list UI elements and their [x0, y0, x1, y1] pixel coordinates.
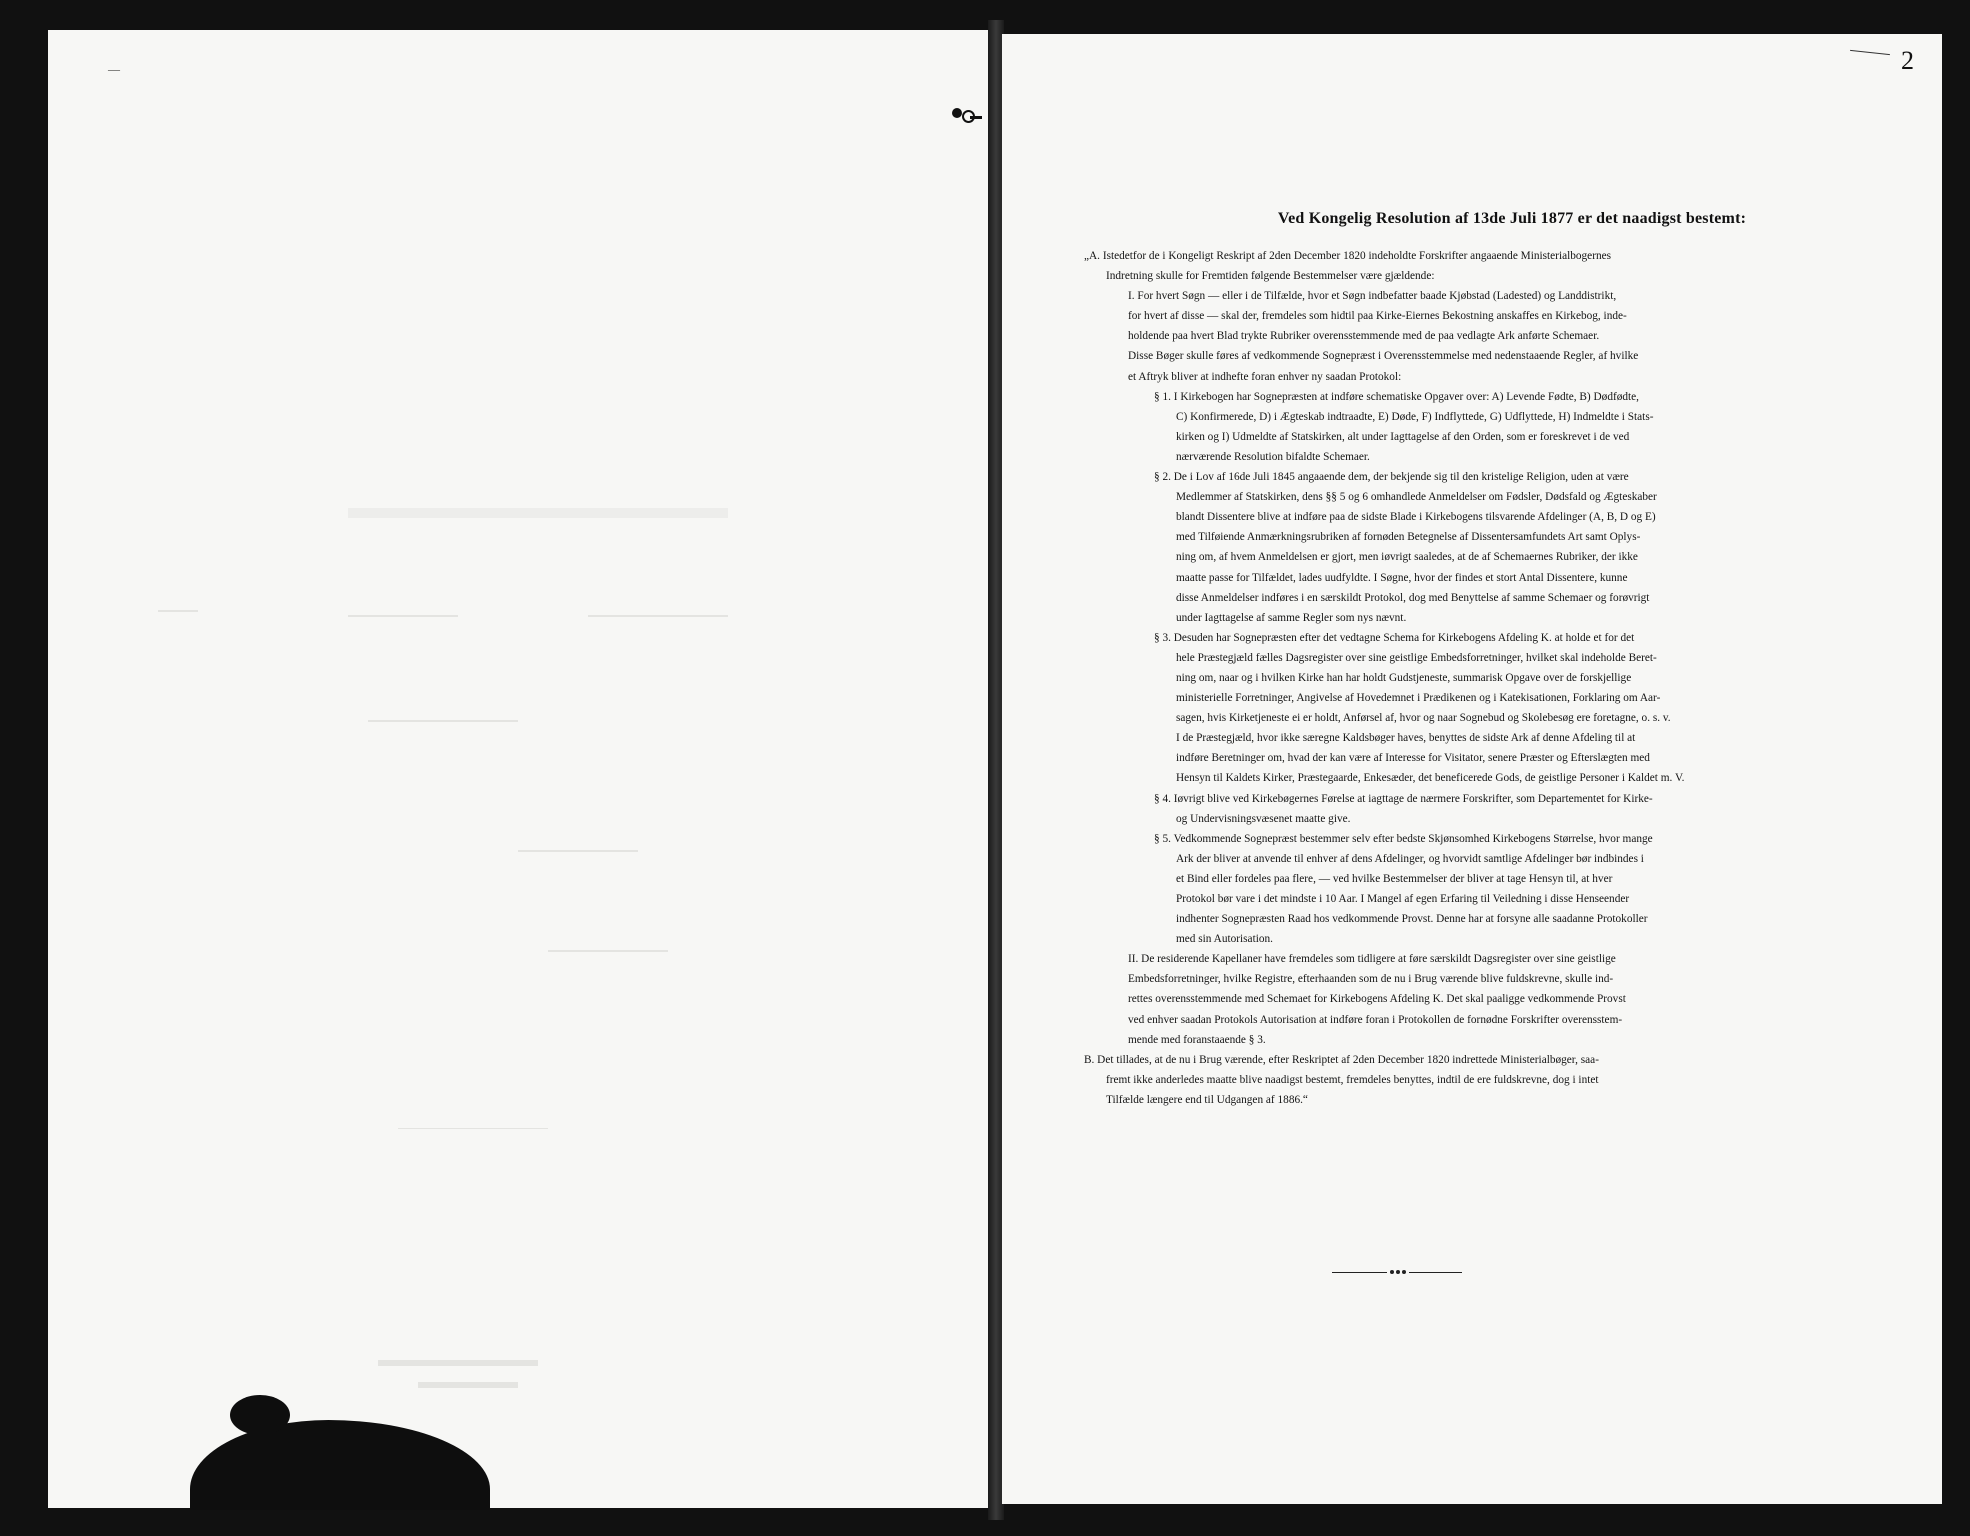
- section-ii: II. De residerende Kapellaner have fremdeles som tidligere at føre særskildt Dagsregister over sine geistlige Embedsforretninger, hvilke Registre, efterhaanden som de nu i Brug værende blive fuldskrevne, skulle ind- rettes overensstemmende med Schemaet for Kirkebogens Afdeling K. Det skal paaligge vedkommende Provst ved enhver saadan Protokols Autorisation at indføre foran i Protokollen de fornødne Forskrifter overensstem- mende med foranstaaende § 3.: [1128, 953, 1626, 1046]
- page-stain: [230, 1395, 290, 1435]
- paragraph-2: § 2. De i Lov af 16de Juli 1845 angaaende dem, der bekjende sig til den kristelige Religion, uden at være Medlemmer af Statskirken, dens §§ 5 og 6 omhandlede Anmeldelser om Fødsler, Dødsfald og Ægteskaber blandt Dissentere blive at indføre paa de sidste Blade i Kirkebogens tilsvarende Afdelinger (A, B, D og E) med Tilføiende Anmærkningsrubriken af fornøden Betegnelse af Dissentersamfundets Art samt Oplys- ning om, af hvem Anmeldelsen er gjort, men iøvrigt saaledes, at de af Schemaernes Rubriker, der ikke maatte passe for Tilfældet, lades uudfyldte. I Søgne, hvor der findes et stort Antal Dissentere, kunne disse Anmeldelser indføres i en særskildt Protokol, dog med Benyttelse af samme Schemaer og forøvrigt under Iagttagelse af samme Regler som nys nævnt.: [1154, 471, 1657, 624]
- show-through-rule: [398, 1128, 548, 1129]
- paragraph-1: § 1. I Kirkebogen har Sognepræsten at indføre schematiske Opgaver over: A) Levende Fødte, B) Dødfødte, C) Konfirmerede, D) i Ægteskab indtraadte, E) Døde, F) Indflyttede, G) Udflyttede, H) Indmeldte i Stats- kirken og I) Udmeldte af Statskirken, alt under Iagttagelse af den Orden, som er foreskrevet i de ved nærværende Resolution bifaldte Schemaer.: [1154, 390, 1654, 463]
- section-i: I. For hvert Søgn — eller i de Tilfælde, hvor et Søgn indbefatter baade Kjøbstad (Ladested) og Landdistrikt, for hvert af disse — skal der, fremdeles som hidtil paa Kirke-Eiernes Bekostning anskaffes en Kirkebog, inde- holdende paa hvert Blad trykte Rubriker overensstemmende med de paa vedlagte Ark anførte Schemaer. Disse Bøger skulle føres af vedkommende Sognepræst i Overensstemmelse med nedenstaaende Regler, af hvilke et Aftryk bliver at indhefte foran enhver ny saadan Protokol:: [1128, 290, 1639, 383]
- resolution-text: [1084, 246, 1914, 1110]
- show-through-mark: [348, 615, 458, 617]
- show-through-mark: [548, 950, 668, 952]
- right-page: [1000, 34, 1942, 1504]
- section-a: „A. Istedetfor de i Kongeligt Reskript af 2den December 1820 indeholdte Forskrifter angaaende Ministerialbogernes Indretning skulle for Fremtiden følgende Bestemmelser være gjældende:: [1084, 250, 1612, 283]
- left-page: [48, 30, 992, 1508]
- paragraph-5: § 5. Vedkommende Sognepræst bestemmer selv efter bedste Skjønsomhed Kirkebogens Størrelse, hvor mange Ark der bliver at anvende til enhver af dens Afdelinger, og hvorvidt samtlige Afdelinger bør indbindes i et Bind eller fordeles paa flere, — ved hvilke Bestemmelser der bliver at tage Hensyn til, at hver Protokol bør vare i det mindste i 10 Aar. I Mangel af egen Erfaring til Veiledning i disse Henseender indhenter Sognepræsten Raad hos vedkommende Provst. Denne har at forsyne alle saadanne Protokoller med sin Autorisation.: [1154, 832, 1653, 946]
- corner-mark: [1850, 50, 1890, 55]
- page-number: 2: [1901, 46, 1914, 75]
- show-through-imprint: [378, 1360, 538, 1366]
- show-through-title-shadow: [348, 508, 728, 518]
- show-through-mark: [368, 720, 518, 722]
- resolution-heading: Ved Kongelig Resolution af 13de Juli 1877 er det naadigst bestemt:: [1277, 210, 1747, 227]
- paragraph-3: § 3. Desuden har Sognepræsten efter det vedtagne Schema for Kirkebogens Afdeling K. at holde et for det hele Præstegjæld fælles Dagsregister over sine geistlige Embedsforretninger, hvilket skal indeholde Beret- ning om, naar og i hvilken Kirke han har holdt Gudstjeneste, summarisk Opgave over de forskjellige ministerielle Forretninger, Angivelse af Hovedemnet i Prædikenen og i Katekisationen, Forklaring om Aar- sagen, hvis Kirketjeneste ei er holdt, Anførsel af, hvor og naar Sognebud og Skolebesøg ere foretagne, o. s. v. I de Præstegjæld, hvor ikke særegne Kaldsbøger haves, benyttes de sidste Ark af denne Afdeling til at indføre Beretninger om, hvad der kan være af Interesse for Visitator, senere Præster og Efterslægten med Hensyn til Kaldets Kirker, Præstegaarde, Enkesæder, det beneficerede Gods, de geistlige Personer i Kaldet m. V.: [1154, 631, 1685, 785]
- end-ornament: [1332, 1268, 1462, 1278]
- show-through-mark: [588, 615, 728, 617]
- show-through-imprint: [418, 1382, 518, 1388]
- show-through-mark: [518, 850, 638, 852]
- corner-mark: —: [108, 62, 120, 76]
- show-through-mark: [158, 610, 198, 612]
- section-b: B. Det tillades, at de nu i Brug værende, efter Reskriptet af 2den December 1820 indrettede Ministerialbøger, saa- fremt ikke anderledes maatte blive naadigst bestemt, fremdeles benyttes, indtil de ere fuldskrevne, dog i intet Tilfælde længere end til Udgangen af 1886.“: [1084, 1053, 1599, 1106]
- paragraph-4: § 4. Iøvrigt blive ved Kirkebøgernes Førelse at iagttage de nærmere Forskrifter, som Departementet for Kirke- og Undervisningsvæsenet maatte give.: [1154, 792, 1653, 825]
